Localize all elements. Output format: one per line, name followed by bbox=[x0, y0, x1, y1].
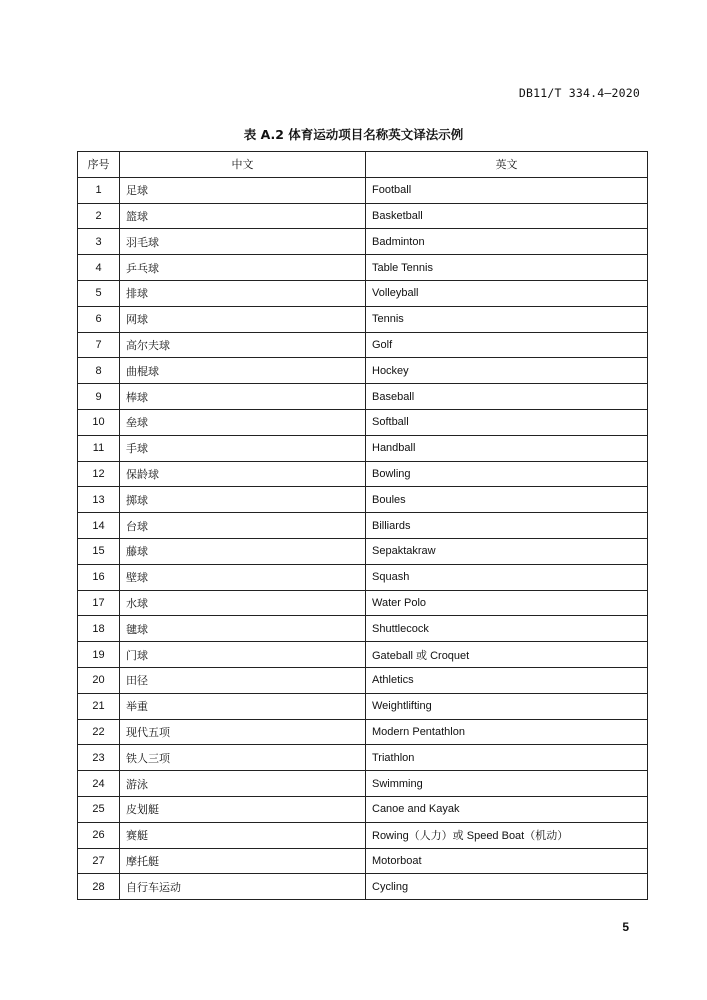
english-name-cell: Softball bbox=[366, 409, 648, 435]
table-row bbox=[78, 229, 648, 255]
row-number-cell: 11 bbox=[78, 435, 120, 461]
table-row bbox=[78, 693, 648, 719]
chinese-name-cell: 羽毛球 bbox=[120, 229, 366, 255]
english-name-cell: Boules bbox=[366, 487, 648, 513]
table-row bbox=[78, 848, 648, 874]
table-row bbox=[78, 203, 648, 229]
row-number-cell: 2 bbox=[78, 203, 120, 229]
english-name-cell: Weightlifting bbox=[366, 693, 648, 719]
english-name-cell: Football bbox=[366, 177, 648, 203]
column-header-number: 序号 bbox=[78, 152, 120, 178]
chinese-name-cell: 垒球 bbox=[120, 409, 366, 435]
row-number-cell: 1 bbox=[78, 177, 120, 203]
english-name-cell: Shuttlecock bbox=[366, 616, 648, 642]
row-number-cell: 6 bbox=[78, 306, 120, 332]
table-row bbox=[78, 513, 648, 539]
chinese-name-cell: 掷球 bbox=[120, 487, 366, 513]
english-name-cell: Rowing（人力）或 Speed Boat（机动） bbox=[366, 822, 648, 848]
english-name-cell: Baseball bbox=[366, 384, 648, 410]
row-number-cell: 12 bbox=[78, 461, 120, 487]
table-body bbox=[78, 177, 648, 899]
chinese-name-cell: 现代五项 bbox=[120, 719, 366, 745]
row-number-cell: 18 bbox=[78, 616, 120, 642]
table-row bbox=[78, 435, 648, 461]
page-number: 5 bbox=[622, 920, 629, 934]
table-header-row bbox=[78, 152, 648, 178]
chinese-name-cell: 网球 bbox=[120, 306, 366, 332]
english-name-cell: Cycling bbox=[366, 874, 648, 900]
english-name-cell: Motorboat bbox=[366, 848, 648, 874]
chinese-name-cell: 摩托艇 bbox=[120, 848, 366, 874]
table-row bbox=[78, 332, 648, 358]
table-row bbox=[78, 667, 648, 693]
english-name-cell: Modern Pentathlon bbox=[366, 719, 648, 745]
english-name-cell: Badminton bbox=[366, 229, 648, 255]
row-number-cell: 25 bbox=[78, 796, 120, 822]
chinese-name-cell: 台球 bbox=[120, 513, 366, 539]
row-number-cell: 8 bbox=[78, 358, 120, 384]
english-name-cell: Swimming bbox=[366, 771, 648, 797]
chinese-name-cell: 高尔夫球 bbox=[120, 332, 366, 358]
row-number-cell: 21 bbox=[78, 693, 120, 719]
row-number-cell: 23 bbox=[78, 745, 120, 771]
chinese-name-cell: 棒球 bbox=[120, 384, 366, 410]
chinese-name-cell: 毽球 bbox=[120, 616, 366, 642]
row-number-cell: 7 bbox=[78, 332, 120, 358]
chinese-name-cell: 游泳 bbox=[120, 771, 366, 797]
chinese-name-cell: 铁人三项 bbox=[120, 745, 366, 771]
chinese-name-cell: 乒乓球 bbox=[120, 255, 366, 281]
row-number-cell: 16 bbox=[78, 564, 120, 590]
chinese-name-cell: 门球 bbox=[120, 642, 366, 668]
column-header-chinese: 中文 bbox=[120, 152, 366, 178]
row-number-cell: 14 bbox=[78, 513, 120, 539]
chinese-name-cell: 举重 bbox=[120, 693, 366, 719]
table-row bbox=[78, 564, 648, 590]
row-number-cell: 17 bbox=[78, 590, 120, 616]
english-name-cell: Table Tennis bbox=[366, 255, 648, 281]
table-row bbox=[78, 616, 648, 642]
english-name-cell: Golf bbox=[366, 332, 648, 358]
chinese-name-cell: 壁球 bbox=[120, 564, 366, 590]
row-number-cell: 9 bbox=[78, 384, 120, 410]
english-name-cell: Volleyball bbox=[366, 280, 648, 306]
row-number-cell: 26 bbox=[78, 822, 120, 848]
row-number-cell: 5 bbox=[78, 280, 120, 306]
row-number-cell: 27 bbox=[78, 848, 120, 874]
chinese-name-cell: 藤球 bbox=[120, 538, 366, 564]
chinese-name-cell: 保龄球 bbox=[120, 461, 366, 487]
english-name-cell: Squash bbox=[366, 564, 648, 590]
column-header-english: 英文 bbox=[366, 152, 648, 178]
english-name-cell: Athletics bbox=[366, 667, 648, 693]
chinese-name-cell: 皮划艇 bbox=[120, 796, 366, 822]
chinese-name-cell: 自行车运动 bbox=[120, 874, 366, 900]
sports-translation-table bbox=[77, 151, 648, 900]
english-name-cell: Sepaktakraw bbox=[366, 538, 648, 564]
document-code: DB11/T 334.4—2020 bbox=[518, 86, 640, 100]
table-row bbox=[78, 745, 648, 771]
table-title: 表 A.2 体育运动项目名称英文译法示例 bbox=[243, 127, 464, 142]
table-row bbox=[78, 796, 648, 822]
chinese-name-cell: 水球 bbox=[120, 590, 366, 616]
table-row bbox=[78, 590, 648, 616]
row-number-cell: 28 bbox=[78, 874, 120, 900]
table-row bbox=[78, 771, 648, 797]
row-number-cell: 3 bbox=[78, 229, 120, 255]
table-row bbox=[78, 177, 648, 203]
english-name-cell: Basketball bbox=[366, 203, 648, 229]
english-name-cell: Tennis bbox=[366, 306, 648, 332]
english-name-cell: Hockey bbox=[366, 358, 648, 384]
chinese-name-cell: 足球 bbox=[120, 177, 366, 203]
table-row bbox=[78, 306, 648, 332]
table-row bbox=[78, 384, 648, 410]
table-row bbox=[78, 255, 648, 281]
chinese-name-cell: 篮球 bbox=[120, 203, 366, 229]
english-name-cell: Water Polo bbox=[366, 590, 648, 616]
chinese-name-cell: 曲棍球 bbox=[120, 358, 366, 384]
table-row bbox=[78, 719, 648, 745]
table-row bbox=[78, 280, 648, 306]
english-name-cell: Handball bbox=[366, 435, 648, 461]
chinese-name-cell: 田径 bbox=[120, 667, 366, 693]
table-row bbox=[78, 642, 648, 668]
table-row bbox=[78, 487, 648, 513]
english-name-cell: Billiards bbox=[366, 513, 648, 539]
row-number-cell: 19 bbox=[78, 642, 120, 668]
chinese-name-cell: 赛艇 bbox=[120, 822, 366, 848]
table-row bbox=[78, 358, 648, 384]
row-number-cell: 24 bbox=[78, 771, 120, 797]
row-number-cell: 15 bbox=[78, 538, 120, 564]
row-number-cell: 22 bbox=[78, 719, 120, 745]
chinese-name-cell: 手球 bbox=[120, 435, 366, 461]
english-name-cell: Gateball 或 Croquet bbox=[366, 642, 648, 668]
table-row bbox=[78, 409, 648, 435]
row-number-cell: 13 bbox=[78, 487, 120, 513]
table-row bbox=[78, 822, 648, 848]
english-name-cell: Bowling bbox=[366, 461, 648, 487]
table-row bbox=[78, 461, 648, 487]
row-number-cell: 20 bbox=[78, 667, 120, 693]
table-row bbox=[78, 874, 648, 900]
row-number-cell: 4 bbox=[78, 255, 120, 281]
english-name-cell: Canoe and Kayak bbox=[366, 796, 648, 822]
table-row bbox=[78, 538, 648, 564]
english-name-cell: Triathlon bbox=[366, 745, 648, 771]
chinese-name-cell: 排球 bbox=[120, 280, 366, 306]
row-number-cell: 10 bbox=[78, 409, 120, 435]
